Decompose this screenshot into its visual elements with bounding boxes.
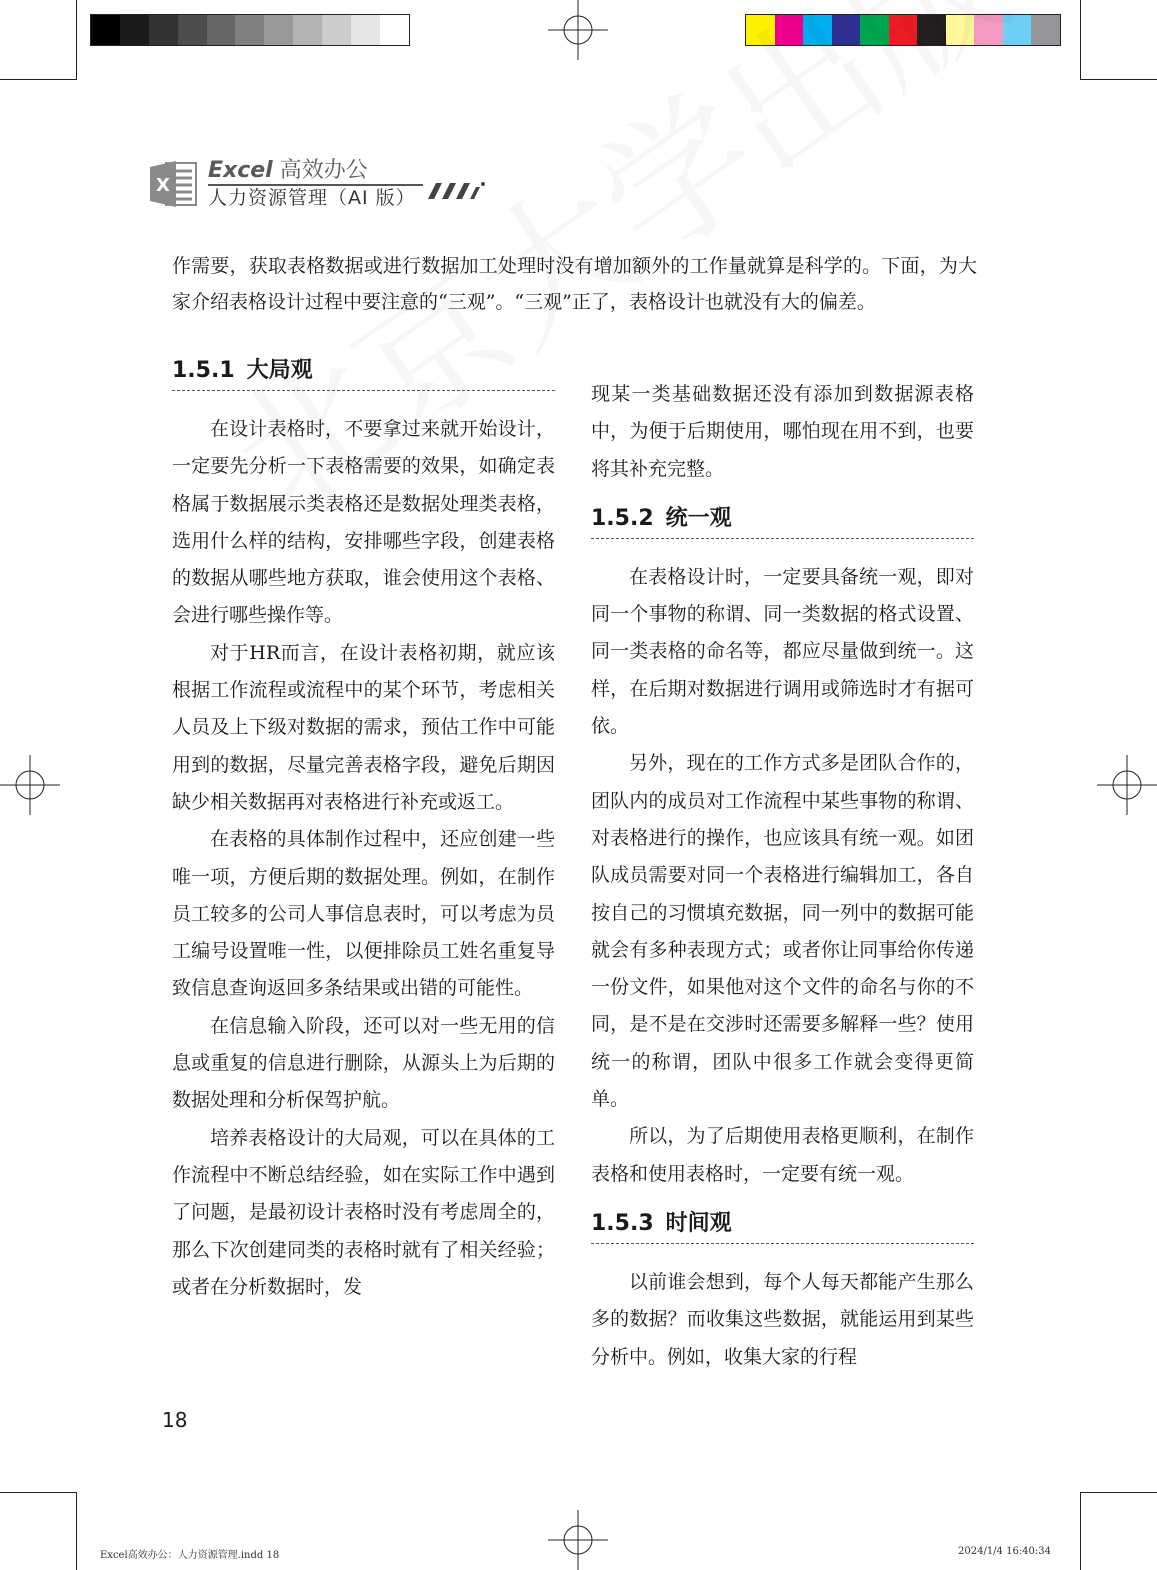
crop-mark <box>1080 1492 1157 1493</box>
paragraph-continuation: 现某一类基础数据还没有添加到数据源表格中，为便于后期使用，哪怕现在用不到，也要将其补充完整。 <box>591 383 974 480</box>
gray-swatch <box>120 15 149 45</box>
gray-swatch <box>235 15 264 45</box>
registration-target-icon <box>548 1510 608 1570</box>
paragraph: 对于HR而言，在设计表格初期，就应该根据工作流程或流程中的某个环节，考虑相关人员及上下级对数据的需求，预估工作中可能用到的数据，尽量完善表格字段，避免后期因缺少相关数据再对表格进行补充或返工。 <box>172 641 555 813</box>
section-heading-1-5-1: 1.5.1 大局观 <box>172 356 555 391</box>
registration-target-icon <box>0 755 60 815</box>
registration-target-icon <box>1097 755 1157 815</box>
crop-mark <box>1080 1492 1081 1570</box>
svg-text:X: X <box>156 175 170 196</box>
book-subtitle: 人力资源管理（AI 版） <box>208 187 416 209</box>
gray-swatch <box>380 15 409 45</box>
gray-swatch <box>322 15 351 45</box>
intro-paragraph: 作需要，获取表格数据或进行数据加工处理时没有增加额外的工作量就算是科学的。下面，为大家介绍表格设计过程中要注意的“三观”。“三观”正了，表格设计也就没有大的偏差。 <box>172 255 977 313</box>
paragraph: 在表格的具体制作过程中，还应创建一些唯一项，方便后期的数据处理。例如，在制作员工较多的公司人事信息表时，可以考虑为员工编号设置唯一性，以便排除员工姓名重复导致信息查询返回多条结果或出错的可能性。 <box>172 828 555 1000</box>
paragraph: 另外，现在的工作方式多是团队合作的，团队内的成员对工作流程中某些事物的称谓、对表格进行的操作，也应该具有统一观。如团队成员需要对同一个表格进行编辑加工，各自按自己的习惯填充数据，同一列中的数据可能就会有多种表现方式；或者你让同事给你传递一份文件，如果他对这个文件的命名与你的不同，是不是在交涉时还需要多解释一些？使用统一的称谓，团队中很多工作就会变得更简单。 <box>591 752 974 1111</box>
excel-logo-icon <box>150 159 200 209</box>
section-heading-1-5-3: 1.5.3 时间观 <box>591 1209 974 1244</box>
gray-swatch <box>149 15 178 45</box>
page-number: 18 <box>162 1408 188 1432</box>
gray-swatch <box>207 15 236 45</box>
registration-target-icon <box>548 0 608 60</box>
left-column <box>172 356 555 1306</box>
paragraph: 在设计表格时，不要拿过来就开始设计，一定要先分析一下表格需要的效果，如确定表格属于数据展示类表格还是数据处理类表格，选用什么样的结构，安排哪些字段，创建表格的数据从哪些地方获取，谁会使用这个表格、会进行哪些操作等。 <box>172 418 555 627</box>
grayscale-registration-bar <box>90 14 410 46</box>
paragraph: 以前谁会想到，每个人每天都能产生那么多的数据？而收集这些数据，就能运用到某些分析中。例如，收集大家的行程 <box>591 1270 974 1368</box>
crop-mark <box>0 79 76 80</box>
right-column <box>591 376 974 1376</box>
section-heading-1-5-2: 1.5.2 统一观 <box>591 504 974 539</box>
crop-mark <box>1080 79 1157 80</box>
gray-swatch <box>293 15 322 45</box>
crop-mark <box>76 1492 77 1570</box>
book-title: Excel 高效办公 <box>208 158 368 183</box>
paragraph: 在表格设计时，一定要具备统一观，即对同一个事物的称谓、同一类数据的格式设置、同一类表格的命名等，都应尽量做到统一。这样，在后期对数据进行调用或筛选时才有据可依。 <box>591 565 974 738</box>
crop-mark <box>0 1492 76 1493</box>
slug-datetime: 2024/1/4 16:40:34 <box>958 1546 1052 1557</box>
paragraph: 培养表格设计的大局观，可以在具体的工作流程中不断总结经验，如在实际工作中遇到了问题，是最初设计表格时没有考虑周全的，那么下次创建同类的表格时就有了相关经验；或者在分析数据时，发 <box>172 1126 555 1298</box>
gray-swatch <box>351 15 380 45</box>
gray-swatch <box>264 15 293 45</box>
gray-swatch <box>178 15 207 45</box>
slug-file-info: Excel高效办公：人力资源管理.indd 18 <box>100 1550 280 1561</box>
gray-swatch <box>91 15 120 45</box>
paragraph: 所以，为了后期使用表格更顺利，在制作表格和使用表格时，一定要有统一观。 <box>591 1125 974 1185</box>
paragraph: 在信息输入阶段，还可以对一些无用的信息或重复的信息进行删除，从源头上为后期的数据处理和分析保驾护航。 <box>172 1014 555 1112</box>
crop-mark <box>76 0 77 80</box>
